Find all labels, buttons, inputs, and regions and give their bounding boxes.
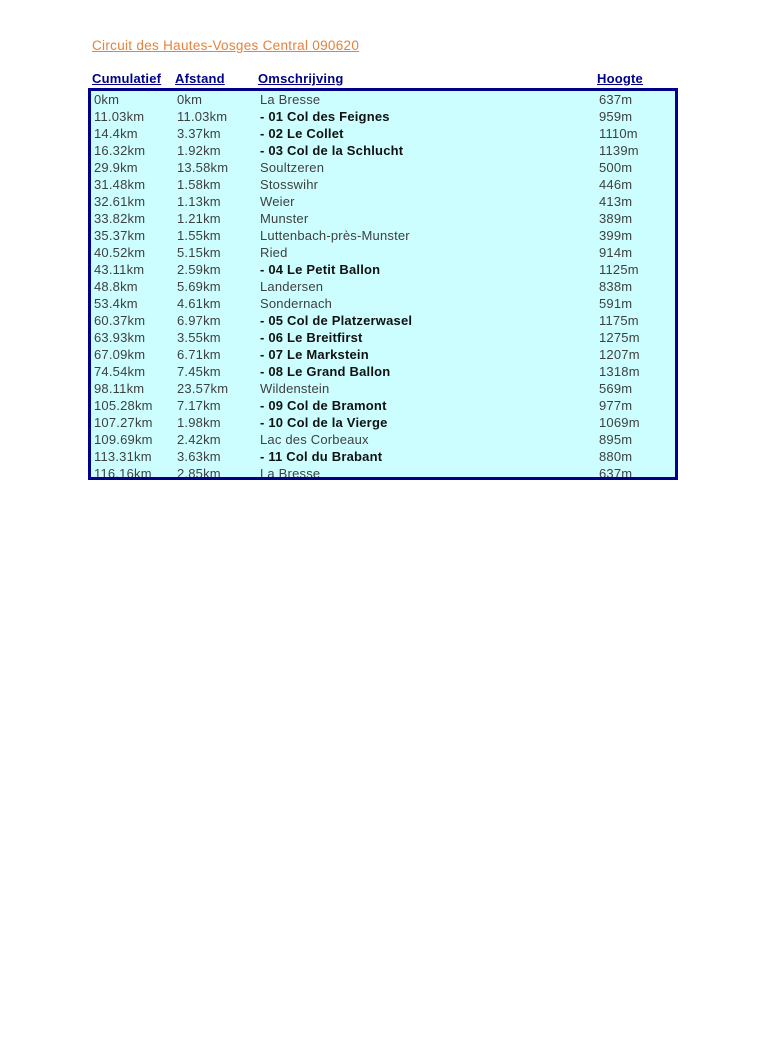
cell-omschrijving: Stosswihr (260, 177, 319, 192)
cell-omschrijving: Soultzeren (260, 160, 325, 175)
cell-omschrijving: Sondernach (260, 296, 333, 311)
cell-omschrijving: - 11 Col du Brabant (260, 449, 383, 464)
cell-afstand: 7.45km (177, 364, 221, 379)
cell-cumulatief: 105.28km (94, 398, 153, 413)
cell-afstand: 11.03km (177, 109, 228, 124)
cell-cumulatief: 98.11km (94, 381, 145, 396)
cell-cumulatief: 0km (94, 92, 120, 107)
cell-hoogte: 1069m (599, 415, 640, 430)
cell-cumulatief: 74.54km (94, 364, 146, 379)
cell-omschrijving: - 02 Le Collet (260, 126, 344, 141)
table-row (91, 159, 675, 176)
route-table (88, 88, 678, 480)
cell-afstand: 2.59km (177, 262, 221, 277)
cell-afstand: 1.13km (177, 194, 221, 209)
table-row (91, 465, 675, 480)
cell-hoogte: 914m (599, 245, 633, 260)
cell-hoogte: 637m (599, 466, 633, 480)
table-row (91, 193, 675, 210)
cell-afstand: 1.55km (177, 228, 221, 243)
cell-hoogte: 1110m (599, 126, 638, 141)
cell-afstand: 6.71km (177, 347, 221, 362)
cell-hoogte: 591m (599, 296, 633, 311)
cell-cumulatief: 60.37km (94, 313, 146, 328)
cell-hoogte: 1318m (599, 364, 640, 379)
cell-hoogte: 389m (599, 211, 633, 226)
cell-hoogte: 838m (599, 279, 633, 294)
cell-hoogte: 500m (599, 160, 633, 175)
cell-hoogte: 399m (599, 228, 633, 243)
cell-omschrijving: Lac des Corbeaux (260, 432, 369, 447)
table-row (91, 125, 675, 142)
table-row (91, 346, 675, 363)
table-row (91, 380, 675, 397)
table-row (91, 397, 675, 414)
table-row (91, 278, 675, 295)
table-row (91, 295, 675, 312)
header-afstand: Afstand (175, 71, 225, 86)
cell-hoogte: 569m (599, 381, 633, 396)
cell-omschrijving: Luttenbach-près-Munster (260, 228, 410, 243)
table-row (91, 329, 675, 346)
cell-hoogte: 895m (599, 432, 633, 447)
cell-omschrijving: - 03 Col de la Schlucht (260, 143, 404, 158)
cell-cumulatief: 33.82km (94, 211, 146, 226)
cell-afstand: 7.17km (177, 398, 221, 413)
cell-omschrijving: La Bresse (260, 466, 321, 480)
cell-hoogte: 1139m (599, 143, 639, 158)
table-row (91, 431, 675, 448)
table-row (91, 227, 675, 244)
cell-afstand: 5.69km (177, 279, 221, 294)
cell-hoogte: 880m (599, 449, 633, 464)
cell-hoogte: 413m (599, 194, 633, 209)
table-row (91, 448, 675, 465)
cell-afstand: 1.98km (177, 415, 221, 430)
cell-hoogte: 1275m (599, 330, 640, 345)
cell-omschrijving: - 10 Col de la Vierge (260, 415, 388, 430)
cell-cumulatief: 43.11km (94, 262, 145, 277)
cell-cumulatief: 109.69km (94, 432, 153, 447)
table-row (91, 210, 675, 227)
cell-cumulatief: 67.09km (94, 347, 146, 362)
cell-omschrijving: - 07 Le Markstein (260, 347, 369, 362)
cell-hoogte: 1125m (599, 262, 639, 277)
cell-omschrijving: Weier (260, 194, 295, 209)
cell-hoogte: 1175m (599, 313, 639, 328)
cell-cumulatief: 53.4km (94, 296, 138, 311)
cell-hoogte: 959m (599, 109, 633, 124)
cell-cumulatief: 35.37km (94, 228, 146, 243)
cell-afstand: 5.15km (177, 245, 221, 260)
cell-cumulatief: 32.61km (94, 194, 146, 209)
cell-cumulatief: 116.16km (94, 466, 152, 480)
cell-omschrijving: Munster (260, 211, 309, 226)
cell-hoogte: 1207m (599, 347, 640, 362)
table-row (91, 312, 675, 329)
cell-cumulatief: 48.8km (94, 279, 138, 294)
cell-cumulatief: 16.32km (94, 143, 146, 158)
cell-cumulatief: 107.27km (94, 415, 153, 430)
table-row (91, 414, 675, 431)
cell-afstand: 23.57km (177, 381, 229, 396)
table-row (91, 91, 675, 108)
cell-omschrijving: La Bresse (260, 92, 321, 107)
cell-cumulatief: 40.52km (94, 245, 146, 260)
cell-afstand: 1.58km (177, 177, 221, 192)
cell-cumulatief: 63.93km (94, 330, 146, 345)
cell-cumulatief: 31.48km (94, 177, 146, 192)
table-header-row (92, 71, 643, 86)
cell-hoogte: 446m (599, 177, 633, 192)
cell-omschrijving: - 08 Le Grand Ballon (260, 364, 391, 379)
table-row (91, 142, 675, 159)
cell-afstand: 2.85km (177, 466, 221, 480)
route-title-link[interactable]: Circuit des Hautes-Vosges Central 090620 (92, 38, 360, 53)
table-row (91, 108, 675, 125)
header-cumulatief: Cumulatief (92, 71, 162, 86)
cell-afstand: 13.58km (177, 160, 229, 175)
cell-afstand: 3.55km (177, 330, 221, 345)
cell-omschrijving: - 01 Col des Feignes (260, 109, 390, 124)
header-omschrijving: Omschrijving (258, 71, 344, 86)
table-row (91, 261, 675, 278)
cell-omschrijving: Landersen (260, 279, 324, 294)
cell-afstand: 3.63km (177, 449, 221, 464)
table-row (91, 244, 675, 261)
table-row (91, 176, 675, 193)
cell-cumulatief: 113.31km (94, 449, 152, 464)
cell-afstand: 1.21km (177, 211, 221, 226)
cell-omschrijving: - 04 Le Petit Ballon (260, 262, 381, 277)
cell-hoogte: 637m (599, 92, 633, 107)
cell-omschrijving: - 06 Le Breitfirst (260, 330, 363, 345)
cell-omschrijving: - 05 Col de Platzerwasel (260, 313, 413, 328)
cell-afstand: 3.37km (177, 126, 221, 141)
cell-afstand: 2.42km (177, 432, 221, 447)
cell-afstand: 1.92km (177, 143, 221, 158)
cell-omschrijving: Ried (260, 245, 288, 260)
cell-afstand: 0km (177, 92, 203, 107)
cell-cumulatief: 11.03km (94, 109, 145, 124)
cell-cumulatief: 14.4km (94, 126, 138, 141)
cell-hoogte: 977m (599, 398, 633, 413)
cell-omschrijving: Wildenstein (260, 381, 330, 396)
header-hoogte: Hoogte (597, 71, 643, 86)
table-row (91, 363, 675, 380)
cell-afstand: 4.61km (177, 296, 221, 311)
cell-cumulatief: 29.9km (94, 160, 138, 175)
cell-afstand: 6.97km (177, 313, 221, 328)
cell-omschrijving: - 09 Col de Bramont (260, 398, 387, 413)
